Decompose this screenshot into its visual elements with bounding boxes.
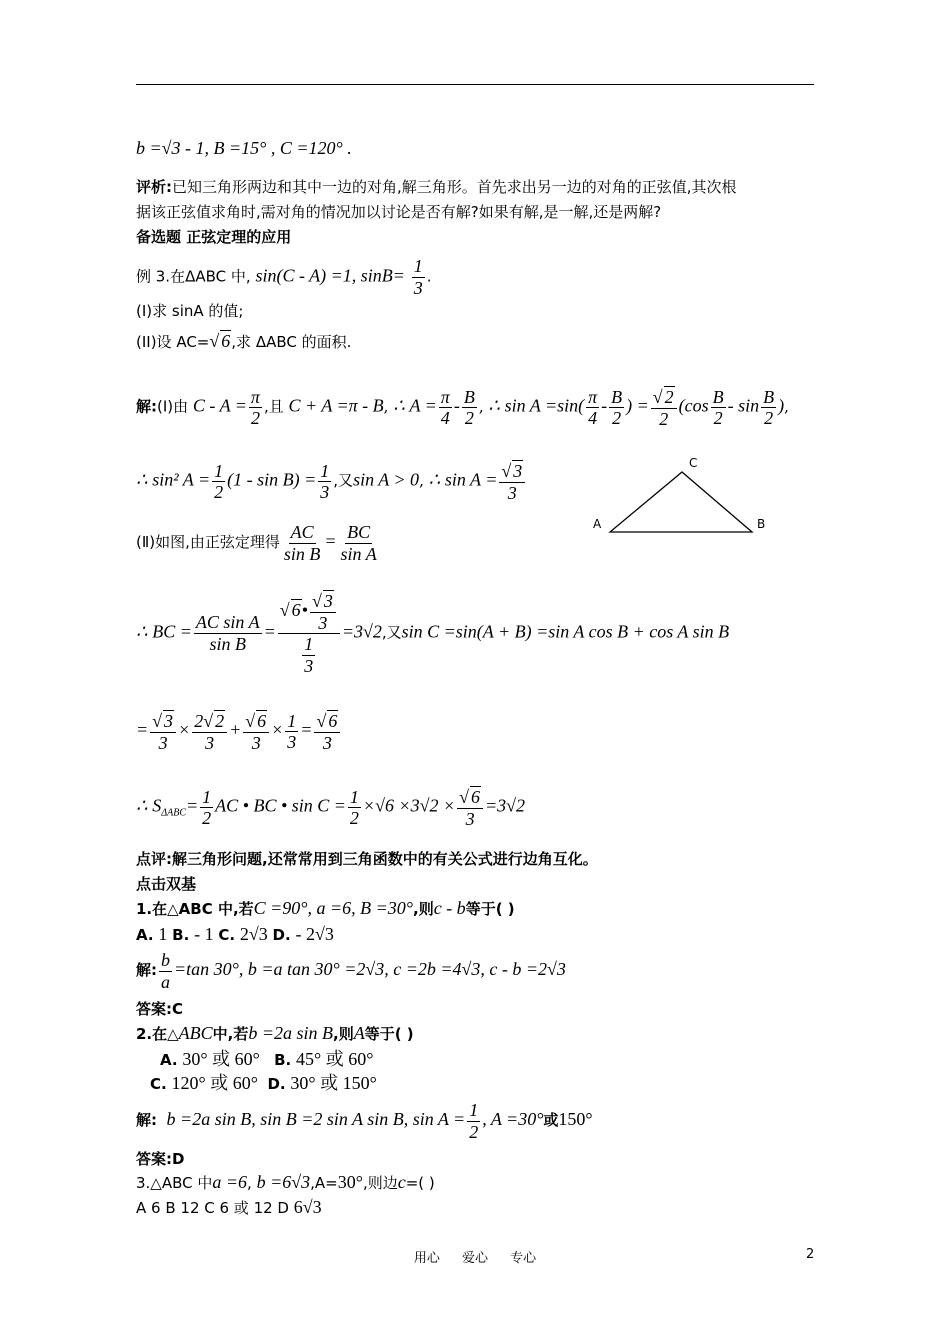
section-title: 备选题 正弦定理的应用: [136, 228, 292, 246]
triangle-figure: [585, 452, 775, 542]
q1-stem: 1.在△ABC 中,若C =90°, a =6, B =30°,则c - b等于( ): [136, 898, 515, 918]
q2-answer: 答案:D: [136, 1150, 185, 1168]
triangle-shape: [610, 472, 752, 532]
q2-options-cd: C. 120° 或 60° D. 30° 或 150°: [150, 1073, 377, 1093]
q2-stem: 2.在△ABC中,若b =2a sin B,则A等于( ): [136, 1023, 414, 1043]
question-2: (II)设 AC=√ 6,求 ΔABC 的面积.: [136, 331, 352, 351]
vertex-a-label: A: [593, 517, 602, 531]
question-1: (I)求 sinA 的值;: [136, 302, 244, 320]
drill-title: 点击双基: [136, 875, 197, 893]
solution-part-2: (Ⅱ)如图,由正弦定理得 $\frac{AC}{\text{sin B}}$ = $\frac{BC}{\text{sin A}}$: [136, 522, 377, 564]
analysis-line-1: [136, 178, 737, 196]
q1-answer: 答案:C: [136, 1000, 184, 1018]
solution-bc-line: ∴ BC = $\frac{\text{AC sin A}}{\text{sin B}}$ = √ 6• $\frac{√ 3}{3}$ $\frac{1}{3}$ =3√2,又sin C =sin(A + B) =sin A cos B + cos A sin B: [136, 591, 730, 677]
q2-options-ab: A. 30° 或 60° B. 45° 或 60°: [160, 1049, 374, 1069]
solution-sinc-line: = $\frac{√ 3}{3}$ × $\frac{2√ 2}{3}$ + $\frac{√ 6}{3}$ × $\frac{1}{3}$ = $\frac{√ 6}{3}$: [136, 710, 342, 753]
solution-area-line: ∴ $S_{\Delta ABC}=$ $\frac{1}{2}$ AC • BC • sin C = $\frac{1}{2}$ ×√6 ×3√2 × $\frac{√ 6}{3}$ =3√2: [136, 786, 526, 829]
page-number: 2: [806, 1247, 815, 1262]
example-prefix: 例 3.在: [136, 267, 186, 286]
q1-options: A. 1 B. - 1 C. 2√3 D. - 2√3: [136, 924, 334, 944]
fraction-one-third: $\frac{1}{3}$: [413, 256, 423, 298]
solution-line-2: ∴ sin² A = $\frac{1}{2}$ (1 - sin B) = $\frac{1}{3}$ ,又sin A > 0, ∴ sin A = $\frac{√ 3}{3}$: [136, 460, 527, 503]
example-3-stem: 例 3.在ΔABC 中, sin(C - A) =1, sinB= $\frac{1}{3}$ .: [136, 256, 432, 298]
given-values-line: b =√3 - 1, B =15° , C =120° .: [136, 138, 352, 158]
analysis-line-2: 据该正弦值求角时,需对角的情况加以讨论是否有解?如果有解,是一解,还是两解?: [136, 203, 662, 221]
page-footer: 用心 爱心 专心: [413, 1251, 537, 1266]
solution-line-1: 解:(Ⅰ)由 C - A = $\frac{\pi}{2}$ ,且 C + A =π - B, ∴ A = $\frac{\pi}{4}$ - $\frac{B}{2}$ , ∴ sin A =sin( $\frac{\pi}{4}$ - $\frac{B}{2}$ ) = $\frac{√ 2}{2}$ (cos $\frac{B}{2}$ - sin $\frac{B}{2}$ ),: [136, 386, 789, 429]
example-condition: sin(C - A) =1, sinB=: [255, 265, 405, 286]
header-rule: [136, 84, 814, 85]
analysis-label: 评析:: [136, 178, 172, 196]
vertex-b-label: B: [757, 517, 766, 531]
q3-options: A 6 B 12 C 6 或 12 D 6√3: [136, 1197, 322, 1217]
example-triangle: ΔABC 中,: [185, 267, 251, 286]
q3-stem: 3.△ABC 中a =6, b =6√3,A=30°,则边c=( ): [136, 1172, 435, 1192]
q2-solution: 解: b =2a sin B, sin B =2 sin A sin B, sin A = $\frac{1}{2}$ , A =30°或150°: [136, 1100, 593, 1142]
comment-line: 点评:解三角形问题,还常常用到三角函数中的有关公式进行边角互化。: [136, 850, 598, 868]
analysis-text-1: 已知三角形两边和其中一边的对角,解三角形。首先求出另一边的对角的正弦值,其次根: [172, 178, 737, 196]
q1-solution: 解: $\frac{b}{a}$ =tan 30°, b =a tan 30° =2√3, c =2b =4√3, c - b =2√3: [136, 950, 566, 992]
vertex-c-label: C: [689, 456, 698, 470]
